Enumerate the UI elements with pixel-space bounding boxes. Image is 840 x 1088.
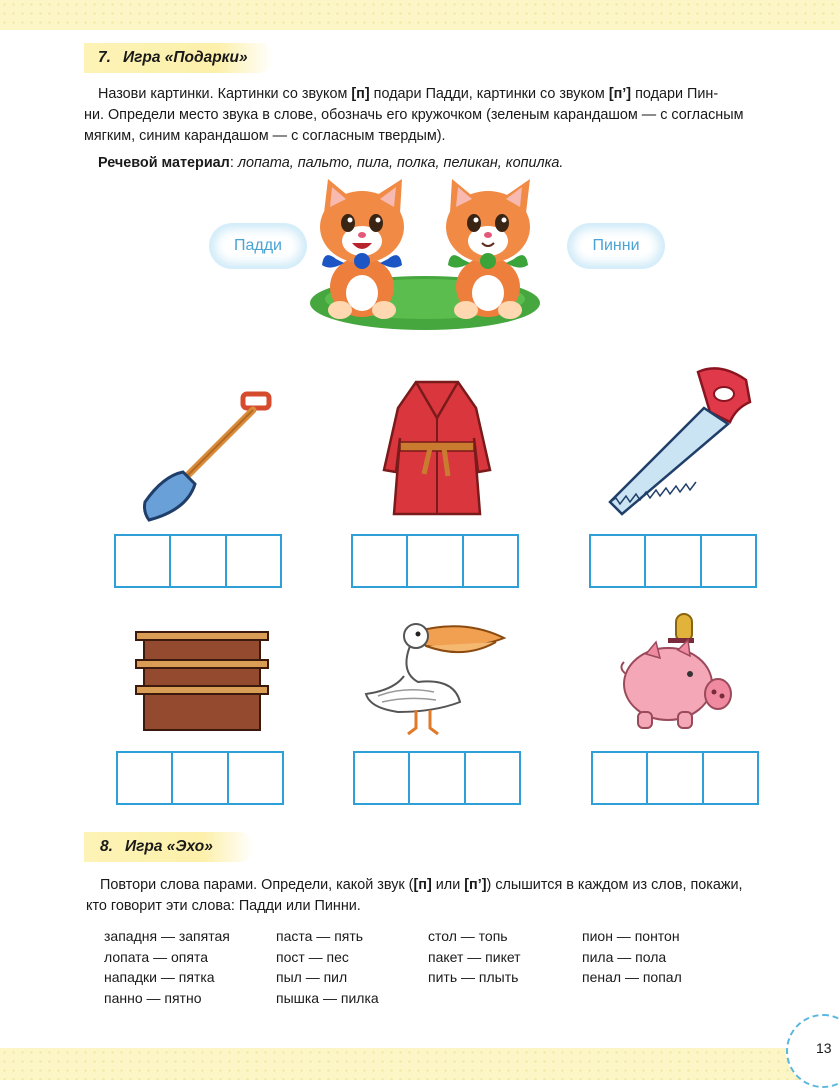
sound-position-grid-4[interactable] (116, 751, 284, 805)
grid-cell[interactable] (648, 753, 703, 803)
cloud-label-paddy: Падди (212, 226, 304, 266)
grid-cell[interactable] (464, 536, 517, 586)
grid-cell[interactable] (355, 753, 410, 803)
word-pairs-column-2 (276, 926, 379, 1008)
sound-position-grid-6[interactable] (591, 751, 759, 805)
speech-material: Речевой материал: лопата, пальто, пила, полка, пеликан, копилка. (98, 155, 564, 171)
word-pair: стол — топь (428, 928, 508, 944)
bottom-decorative-band (0, 1048, 840, 1080)
sound-position-grid-2[interactable] (351, 534, 519, 588)
grid-cell[interactable] (591, 536, 646, 586)
shelf-icon (132, 624, 272, 734)
word-pair: пенал — попал (582, 969, 682, 985)
section-8-number: 8. (100, 838, 113, 855)
word-pair: пион — понтон (582, 928, 680, 944)
grid-cell[interactable] (466, 753, 519, 803)
word-pair: пила — пола (582, 948, 667, 965)
section-7-instruction-line1: Назови картинки. Картинки со звуком [п] подари Падди, картинки со звуком [п’] подари Пин- (98, 86, 719, 102)
grid-cell[interactable] (408, 536, 463, 586)
section-7-header (84, 43, 274, 73)
grid-cell[interactable] (646, 536, 701, 586)
sound-position-grid-5[interactable] (353, 751, 521, 805)
word-pair: пить — плыть (428, 969, 519, 985)
word-pair: пакет — пикет (428, 948, 521, 965)
top-decorative-band (0, 0, 840, 30)
grid-cell[interactable] (410, 753, 465, 803)
sound-position-grid-1[interactable] (114, 534, 282, 588)
grid-cell[interactable] (116, 536, 171, 586)
section-8-instruction-line1: Повтори слова парами. Определи, какой звук ([п] или [п’]) слышится в каждом из слов, покажи, (100, 877, 743, 893)
section-8-instruction-line2: кто говорит эти слова: Падди или Пинни. (86, 898, 361, 914)
grid-cell[interactable] (229, 753, 282, 803)
word-pairs-column-1 (104, 926, 230, 1008)
section-7-title: Игра «Подарки» (122, 49, 248, 66)
grid-cell[interactable] (227, 536, 280, 586)
section-8-header (84, 832, 254, 862)
shovel-icon (135, 390, 275, 525)
word-pair: пыл — пил (276, 969, 348, 985)
grid-cell[interactable] (118, 753, 173, 803)
word-pair: панно — пятно (104, 989, 202, 1006)
pelican-icon (364, 616, 512, 740)
grid-cell[interactable] (353, 536, 408, 586)
grid-cell[interactable] (173, 753, 228, 803)
word-pair: паста — пять (276, 928, 364, 944)
word-pair: пышка — пилка (276, 989, 379, 1006)
page-number: 13 (816, 1040, 832, 1056)
word-pair: пост — пес (276, 948, 349, 965)
speech-material-words: лопата, пальто, пила, полка, пеликан, копилка. (237, 155, 564, 171)
grid-cell[interactable] (704, 753, 757, 803)
cats-illustration (300, 175, 550, 335)
cloud-label-pinny: Пинни (570, 226, 662, 266)
section-8-title: Игра «Эхо» (124, 838, 213, 855)
word-pairs-column-3 (428, 926, 521, 988)
piggy-bank-icon (618, 612, 738, 738)
section-7-instruction-line3: мягким, синим карандашом — с согласным твердым). (84, 128, 446, 144)
sound-position-grid-3[interactable] (589, 534, 757, 588)
word-pair: западня — запятая (104, 928, 230, 944)
grid-cell[interactable] (593, 753, 648, 803)
hard-sound-marker: [п] (351, 86, 370, 102)
section-7-instruction-line2: ни. Определи место звука в слове, обозначь его кружочком (зеленым карандашом — с согласным (84, 107, 744, 123)
saw-icon (600, 362, 760, 522)
grid-cell[interactable] (171, 536, 226, 586)
speech-material-label: Речевой материал (98, 155, 230, 171)
word-pair: лопата — опята (104, 948, 208, 965)
word-pair: нападки — пятка (104, 969, 215, 985)
grid-cell[interactable] (702, 536, 755, 586)
section-7-number: 7. (98, 49, 111, 66)
soft-sound-marker: [п’] (608, 86, 632, 102)
word-pairs-column-4 (582, 926, 682, 988)
cat-pinny-icon (446, 179, 530, 319)
coat-icon (378, 378, 496, 518)
cat-paddy-icon (320, 179, 404, 319)
